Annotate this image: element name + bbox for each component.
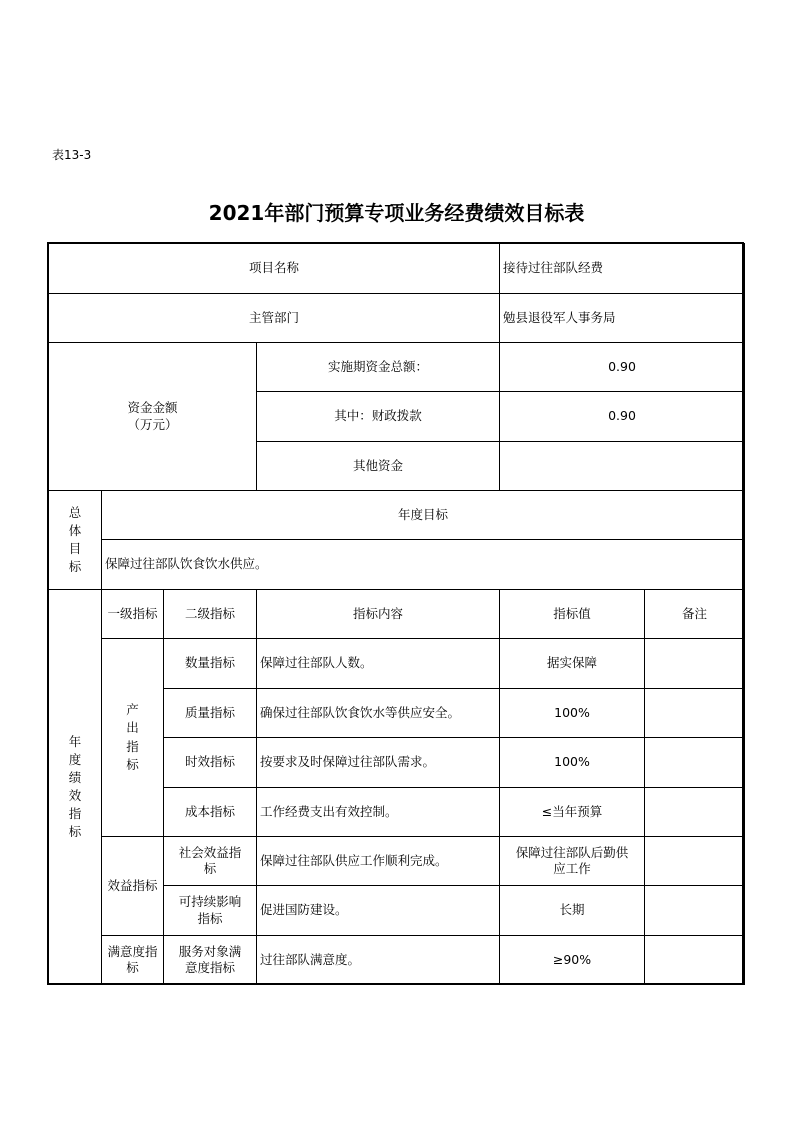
row-remark: [645, 936, 745, 985]
page-title: 2021年部门预算专项业务经费绩效目标表: [208, 201, 585, 225]
overall-goal-content: 保障过往部队饮食饮水供应。: [102, 540, 745, 590]
row-value: 100%: [500, 738, 645, 788]
row-level2: 服务对象满意度指标: [164, 936, 257, 985]
funds-total-value: 0.90: [500, 343, 745, 392]
row-remark: [645, 689, 745, 738]
indicator-side-label: 年度绩效指标: [49, 590, 102, 985]
table-row: [49, 837, 745, 886]
row-level2: 时效指标: [164, 738, 257, 788]
funds-fiscal-label: 其中：财政拨款: [257, 392, 500, 442]
row-content: 促进国防建设。: [257, 886, 500, 936]
row-level2: 可持续影响指标: [164, 886, 257, 936]
header-value: 指标值: [500, 590, 645, 639]
performance-table: [48, 243, 745, 985]
row-content: 保障过往部队人数。: [257, 639, 500, 689]
row-level2: 质量指标: [164, 689, 257, 738]
output-group-label: 产出指标: [102, 639, 164, 837]
funds-fiscal-value: 0.90: [500, 392, 745, 442]
row-level2: 成本指标: [164, 788, 257, 837]
department-row: [49, 294, 745, 343]
funds-total-row: [49, 343, 745, 392]
funds-total-label: 实施期资金总额：: [257, 343, 500, 392]
satisfaction-group-label: 满意度指标: [102, 936, 164, 985]
row-value: ≤当年预算: [500, 788, 645, 837]
project-name-label: 项目名称: [49, 244, 500, 294]
row-content: 确保过往部队饮食饮水等供应安全。: [257, 689, 500, 738]
row-content: 保障过往部队供应工作顺利完成。: [257, 837, 500, 886]
row-level2: 社会效益指标: [164, 837, 257, 886]
row-content: 工作经费支出有效控制。: [257, 788, 500, 837]
project-row: [49, 244, 745, 294]
row-remark: [645, 788, 745, 837]
row-remark: [645, 837, 745, 886]
funds-label: [49, 343, 257, 491]
row-level2: 数量指标: [164, 639, 257, 689]
table-number: 表13-3: [52, 148, 92, 162]
row-value: ≥90%: [500, 936, 645, 985]
table-row: [49, 639, 745, 689]
header-level2: 二级指标: [164, 590, 257, 639]
header-content: 指标内容: [257, 590, 500, 639]
funds-other-label: 其他资金: [257, 442, 500, 491]
overall-goal-header-row: [49, 491, 745, 540]
overall-goal-header: 年度目标: [102, 491, 745, 540]
row-value: 保障过往部队后勤供应工作: [500, 837, 645, 886]
row-value: 长期: [500, 886, 645, 936]
department-label: 主管部门: [49, 294, 500, 343]
row-value: 据实保障: [500, 639, 645, 689]
header-remark: 备注: [645, 590, 745, 639]
funds-label-line2: （万元）: [127, 416, 178, 432]
row-remark: [645, 738, 745, 788]
funds-other-value: [500, 442, 745, 491]
row-remark: [645, 886, 745, 936]
row-remark: [645, 639, 745, 689]
funds-label-line1: 资金金额: [127, 400, 178, 416]
header-level1: 一级指标: [102, 590, 164, 639]
department-value: 勉县退役军人事务局: [500, 294, 745, 343]
row-content: 过往部队满意度。: [257, 936, 500, 985]
overall-goal-side-label: 总体目标: [49, 491, 102, 590]
table-row: [49, 936, 745, 985]
benefit-group-label: 效益指标: [102, 837, 164, 936]
overall-goal-content-row: [49, 540, 745, 590]
project-name-value: 接待过往部队经费: [500, 244, 745, 294]
row-value: 100%: [500, 689, 645, 738]
row-content: 按要求及时保障过往部队需求。: [257, 738, 500, 788]
indicator-header-row: [49, 590, 745, 639]
